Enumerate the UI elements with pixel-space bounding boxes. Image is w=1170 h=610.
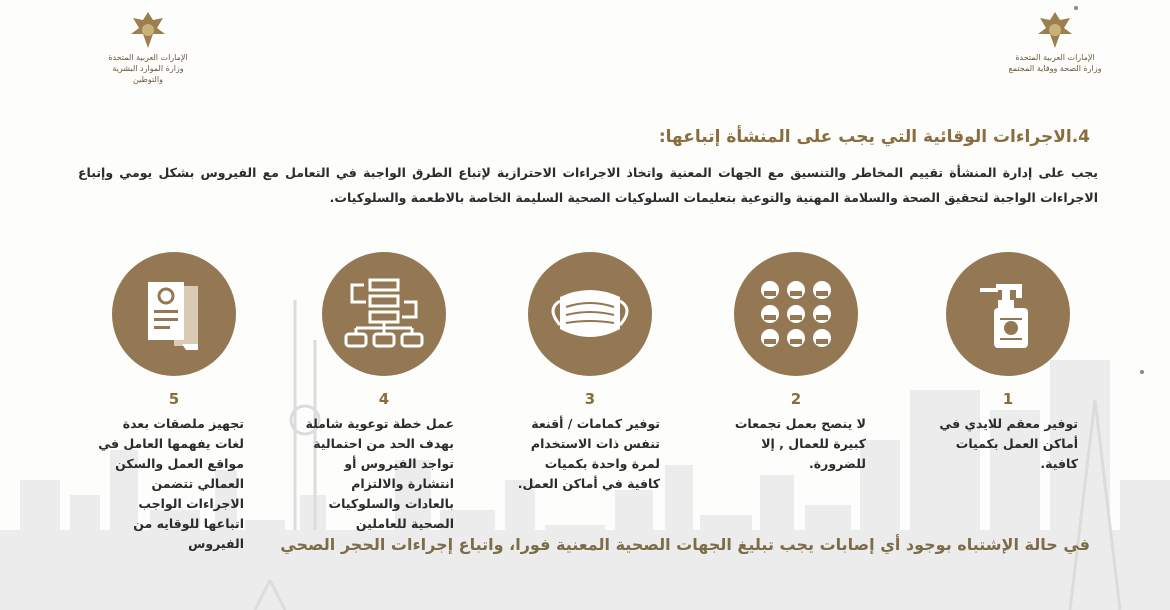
scan-dot <box>1140 370 1144 374</box>
section-intro: يجب على إدارة المنشأة تقييم المخاطر والتنسيق مع الجهات المعنية واتخاذ الاجراءات الاحترازية لإتباع الطرق الواجبة في التعامل مع الفيروس بشكل يومي وإتباع الاجراءات الواجبة لتحقيق الصحة والسلامة المهنية والتوعية بتعليمات السلوكيات الصحية السليمة الخاصة بالاطعمة والسلوكيات. <box>78 165 1098 205</box>
flowchart-icon <box>342 276 426 352</box>
step-1 <box>928 252 1088 474</box>
step-3-number: 3 <box>584 390 596 408</box>
step-2-number: 2 <box>790 390 802 408</box>
step-2-circle <box>734 252 858 376</box>
hand-sanitizer-icon <box>968 274 1048 354</box>
step-1-circle <box>946 252 1070 376</box>
mohre-logo <box>48 8 248 85</box>
step-3 <box>510 252 670 494</box>
logo-ministry-name-cont: والتوطين <box>133 75 163 84</box>
section-heading: 4.الاجراءات الوقائية التي يجب على المنشأة إتباعها: <box>658 127 1090 147</box>
step-5-text: تجهيز ملصقات بعدة لغات يفهمها العامل في مواقع العمل والسكن العمالي تتضمن الاجراءات الواجب اتباعها للوقايه من الفيروس <box>98 416 244 551</box>
quarantine-notice: في حالة الإشتباه بوجود أي إصابات يجب تبليغ الجهات الصحية المعنية فورا، واتباع إجراءات الحجر الصحي <box>280 535 1090 554</box>
step-1-text: توفير معقم للايدي في أماكن العمل بكميات كافية. <box>939 416 1078 471</box>
step-4-number: 4 <box>378 390 390 408</box>
step-3-text: توفير كمامات / أقنعة تنفس ذات الاستخدام لمرة واحدة بكميات كافية في أماكن العمل. <box>517 416 660 491</box>
step-2 <box>716 252 876 474</box>
step-1-number: 1 <box>1002 390 1014 408</box>
logo-ministry-name: وزارة الموارد البشرية <box>112 64 184 73</box>
posters-icon <box>134 274 214 354</box>
logo-ministry-name: وزارة الصحة ووقاية المجتمع <box>1008 64 1102 73</box>
crowd-icon <box>754 274 838 354</box>
step-5-circle <box>112 252 236 376</box>
uae-emblem-icon <box>1034 8 1076 52</box>
logo-country-name: الإمارات العربية المتحدة <box>108 53 188 62</box>
step-4 <box>304 252 464 534</box>
step-4-circle <box>322 252 446 376</box>
scan-dot <box>1074 6 1078 10</box>
mohap-logo <box>955 8 1155 74</box>
uae-emblem-icon <box>127 8 169 52</box>
step-5 <box>94 252 254 554</box>
step-4-text: عمل خطة توعوية شاملة بهدف الحد من احتمالية تواجد الفيروس أو انتشارة والالتزام بالعادات والسلوكيات الصحية للعاملين <box>305 416 454 531</box>
face-mask-icon <box>540 279 640 349</box>
step-5-number: 5 <box>168 390 180 408</box>
step-2-text: لا ينصح بعمل تجمعات كبيرة للعمال , إلا للضرورة. <box>734 416 866 471</box>
step-3-circle <box>528 252 652 376</box>
logo-country-name: الإمارات العربية المتحدة <box>1015 53 1095 62</box>
